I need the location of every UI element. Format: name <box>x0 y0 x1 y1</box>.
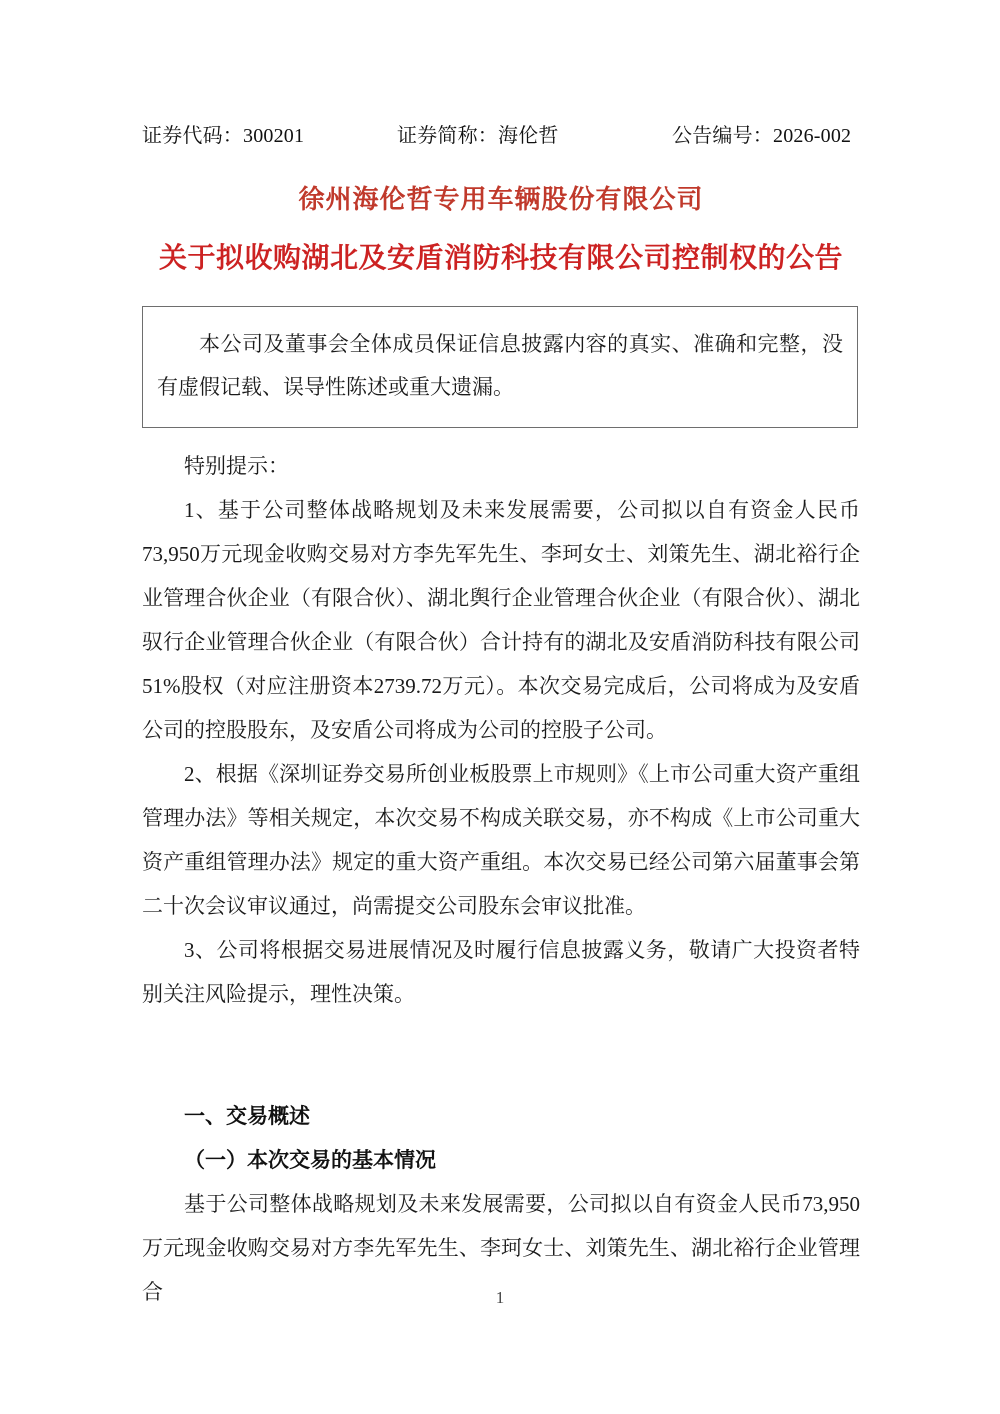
special-notice-block <box>142 444 860 1016</box>
special-notice-item-2: 2、根据《深圳证券交易所创业板股票上市规则》《上市公司重大资产重组管理办法》等相关规定，本次交易不构成关联交易，亦不构成《上市公司重大资产重组管理办法》规定的重大资产重组。本次交易已经公司第六届董事会第二十次会议审议通过，尚需提交公司股东会审议批准。 <box>142 762 860 919</box>
security-abbreviation: 证券简称：海伦哲 <box>397 124 559 147</box>
section-paragraph: 基于公司整体战略规划及未来发展需要，公司拟以自有资金人民币73,950万元现金收购交易对方李先军先生、李珂女士、刘策先生、湖北裕行企业管理合 <box>142 1192 860 1305</box>
section-transaction-overview <box>142 1094 860 1314</box>
security-code: 证券代码：300201 <box>142 124 305 147</box>
section-heading: 一、交易概述 <box>184 1104 310 1129</box>
announcement-number: 公告编号：2026-002 <box>672 124 852 147</box>
special-notice-item-1: 1、基于公司整体战略规划及未来发展需要，公司拟以自有资金人民币73,950万元现金收购交易对方李先军先生、李珂女士、刘策先生、湖北裕行企业管理合伙企业（有限合伙）、湖北舆行企业管理合伙企业（有限合伙）、湖北驭行企业管理合伙企业（有限合伙）合计持有的湖北及安盾消防科技有限公司51%股权（对应注册资本2739.72万元）。本次交易完成后，公司将成为及安盾公司的控股股东，及安盾公司将成为公司的控股子公司。 <box>142 498 860 743</box>
company-title: 徐州海伦哲专用车辆股份有限公司 <box>298 185 704 214</box>
announcement-title: 关于拟收购湖北及安盾消防科技有限公司控制权的公告 <box>158 243 843 275</box>
special-notice-item-3: 3、公司将根据交易进展情况及时履行信息披露义务，敬请广大投资者特别关注风险提示，理性决策。 <box>142 938 860 1007</box>
document-header-line <box>142 118 860 148</box>
section-spacer <box>142 1016 860 1078</box>
section-sub-heading: （一）本次交易的基本情况 <box>184 1148 436 1173</box>
special-notice-label: 特别提示： <box>184 454 289 479</box>
document-content <box>142 118 860 1314</box>
page-number: 1 <box>495 1288 505 1307</box>
disclaimer-box <box>142 306 858 428</box>
disclaimer-text: 本公司及董事会全体成员保证信息披露内容的真实、准确和完整，没有虚假记载、误导性陈述或重大遗漏。 <box>157 332 843 400</box>
